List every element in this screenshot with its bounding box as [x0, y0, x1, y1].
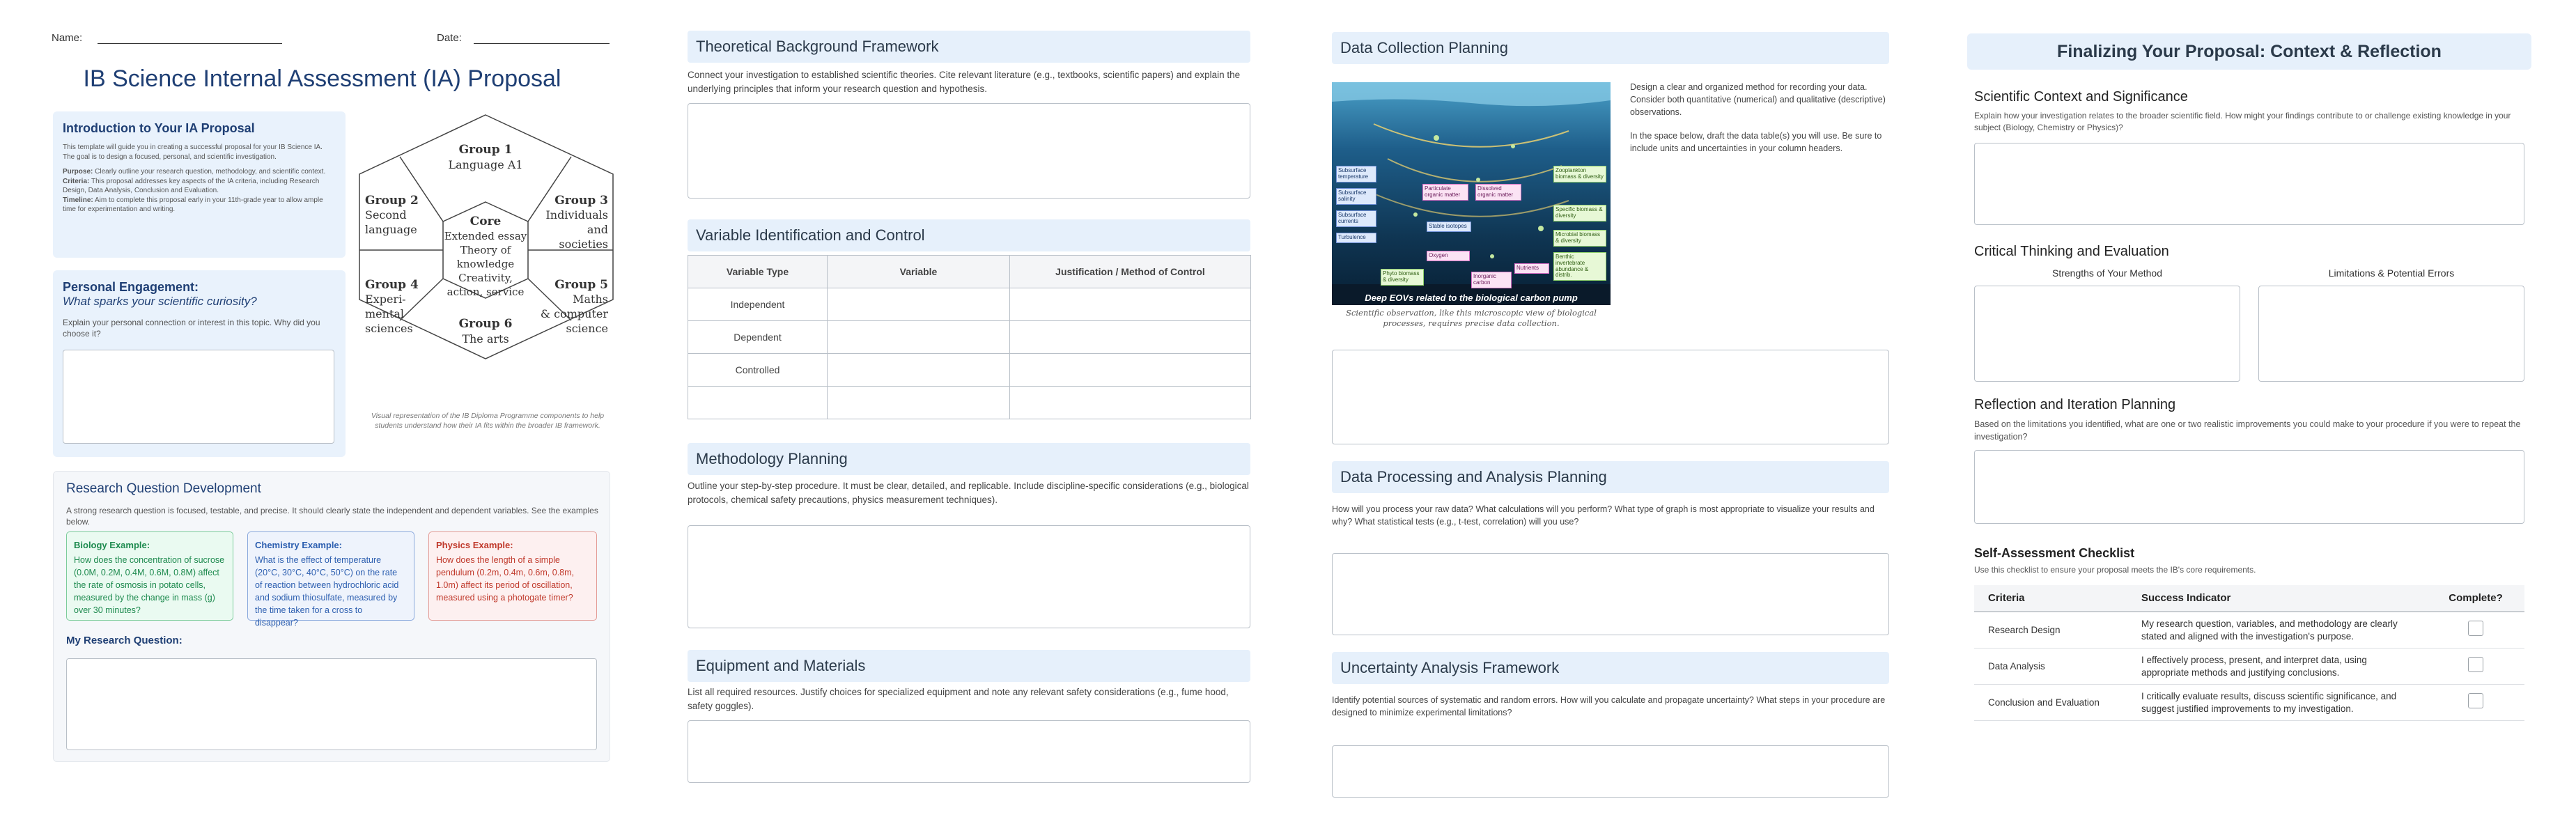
indicator-cell: I effectively process, present, and interpret data, using appropriate methods and justifying conclusions. [2127, 649, 2427, 685]
checklist-instr: Use this checklist to ensure your proposal meets the IB's core requirements. [1974, 565, 2256, 575]
group5-line: & computer [540, 307, 608, 320]
limitations-answer-box[interactable] [2258, 286, 2524, 382]
rq-heading: Research Question Development [66, 481, 261, 496]
page-title: IB Science Internal Assessment (IA) Proposal [83, 65, 561, 92]
strengths-label: Strengths of Your Method [2052, 267, 2162, 279]
table-row [688, 288, 1251, 321]
criteria-label: Criteria: [63, 177, 90, 185]
engagement-subheading: What sparks your scientific curiosity? [63, 295, 257, 308]
illustration-label: Subsurface temperature [1336, 166, 1376, 182]
criteria-cell: Research Design [1974, 612, 2127, 649]
core-line: action, service [447, 286, 525, 298]
my-rq-answer-box[interactable] [66, 658, 597, 750]
illustration-label: Microbial biomass & diversity [1553, 230, 1606, 247]
variable-type-cell: Controlled [688, 354, 828, 387]
table-row [688, 387, 1251, 419]
criteria-cell: Conclusion and Evaluation [1974, 685, 2127, 721]
illustration-label: Zooplankton biomass & diversity [1553, 166, 1606, 182]
biology-example-text: How does the concentration of sucrose (0.0M, 0.2M, 0.4M, 0.6M, 0.8M) affect the rate of osmosis in potato cells, measured by the change in mass (g) over 30 minutes? [74, 554, 225, 616]
illustration-label: Phyto biomass & diversity [1381, 269, 1424, 286]
variable-type-cell[interactable] [688, 387, 828, 419]
checklist-col-header: Criteria [1974, 585, 2127, 612]
variables-col-header: Justification / Method of Control [1010, 256, 1251, 288]
variable-type-cell: Dependent [688, 321, 828, 354]
engagement-card [53, 270, 346, 457]
complete-checkbox[interactable] [2468, 657, 2483, 672]
intro-heading: Introduction to Your IA Proposal [63, 121, 255, 135]
reflection-answer-box[interactable] [1974, 450, 2524, 524]
criteria-text: This proposal addresses key aspects of the IA criteria, including Research Design, Data Analysis, Conclusion and Evaluation. [63, 177, 320, 194]
equipment-answer-box[interactable] [688, 720, 1250, 783]
illustration-label: Inorganic carbon [1471, 272, 1512, 288]
chemistry-example-title: Chemistry Example: [255, 540, 342, 550]
variable-input-cell[interactable] [828, 354, 1010, 387]
timeline-text: Aim to complete this proposal early in your 11th-grade year to allow ample time for experimentation and writing. [63, 196, 323, 213]
date-label: Date: [437, 32, 462, 44]
core-line: Theory of [460, 244, 511, 256]
chemistry-example [247, 531, 414, 628]
data-instr-1: Design a clear and organized method for recording your data. Consider both quantitative (numerical) and qualitative (descriptive) observations. [1630, 82, 1886, 118]
theory-answer-box[interactable] [688, 103, 1250, 199]
illustration-label: Subsurface salinity [1336, 188, 1376, 205]
illustration-label: Subsurface currents [1336, 210, 1376, 227]
date-field[interactable] [474, 43, 610, 44]
equipment-heading: Equipment and Materials [688, 650, 1250, 682]
context-instr: Explain how your investigation relates to the broader scientific field. How might your findings contribute to or challenge existing knowledge in your subject (Biology, Chemistry or Physics)? [1974, 111, 2511, 133]
justification-input-cell[interactable] [1010, 288, 1251, 321]
uncertainty-instr: Identify potential sources of systematic and random errors. How will you calculate and propagate uncertainty? What steps in your procedure are designed to minimize experimental limitations? [1332, 695, 1886, 718]
checklist-table [1974, 585, 2524, 721]
critical-heading: Critical Thinking and Evaluation [1974, 244, 2169, 259]
research-question-card [53, 471, 610, 762]
carbon-pump-illustration [1332, 82, 1611, 305]
methodology-heading: Methodology Planning [688, 443, 1250, 475]
data-table-draft-box[interactable] [1332, 350, 1889, 444]
physics-example-text: How does the length of a simple pendulum (0.2m, 0.4m, 0.6m, 0.8m, 1.0m) affect its period of oscillation, measured using a photogate timer? [436, 554, 575, 603]
chemistry-example-text: What is the effect of temperature (20°C, 30°C, 40°C, 50°C) on the rate of reaction between hydrochloric acid and sodium thiosulfate, measured by the time taken for a cross to disappear? [255, 554, 399, 628]
group5-line: science [566, 322, 608, 335]
intro-body: This template will guide you in creating a successful proposal for your IB Science IA. The goal is to design a focused, personal, and scientific investigation. [63, 143, 323, 161]
table-row [1974, 685, 2524, 721]
equipment-instr: List all required resources. Justify choices for specialized equipment and note any relevant safety considerations (e.g., fume hood, safety goggles). [688, 687, 1229, 711]
group5-title: Group 5 [554, 278, 608, 292]
illustration-label: Nutrients [1514, 263, 1549, 274]
indicator-cell: My research question, variables, and methodology are clearly stated and aligned with the investigation's purpose. [2127, 612, 2427, 649]
ib-hexagon-diagram [355, 111, 620, 390]
my-rq-label: My Research Question: [66, 635, 183, 646]
variable-input-cell[interactable] [828, 387, 1010, 419]
illustration-label: Dissolved organic matter [1475, 184, 1521, 201]
variables-col-header: Variable [828, 256, 1010, 288]
group3-title: Group 3 [554, 194, 608, 208]
group2-title: Group 2 [365, 194, 419, 208]
group4-line: mental [365, 307, 405, 320]
illustration-banner: Deep EOVs related to the biological carbon pump [1332, 291, 1611, 305]
illustration-label: Particulate organic matter [1422, 184, 1468, 201]
engagement-heading: Personal Engagement: [63, 280, 199, 294]
engagement-answer-box[interactable] [63, 350, 334, 444]
name-field[interactable] [98, 43, 282, 44]
group4-title: Group 4 [365, 278, 419, 292]
variable-type-cell: Independent [688, 288, 828, 321]
name-label: Name: [52, 32, 83, 44]
table-row [688, 321, 1251, 354]
methodology-instr: Outline your step-by-step procedure. It must be clear, detailed, and replicable. Include discipline-specific considerations (e.g., biological protocols, chemical safety precautions, physics measurement techniques). [688, 481, 1249, 505]
methodology-answer-box[interactable] [688, 525, 1250, 628]
data-collection-heading: Data Collection Planning [1332, 32, 1889, 64]
image-caption: Scientific observation, like this microscopic view of biological processes, requires precise data collection. [1346, 308, 1597, 328]
complete-checkbox[interactable] [2468, 621, 2483, 636]
core-title: Core [470, 215, 502, 228]
group5-line: Maths [573, 293, 608, 306]
table-row [1974, 612, 2524, 649]
processing-instr: How will you process your raw data? What calculations will you perform? What type of graph is most appropriate to visualize your results and why? What statistical tests (e.g., t-test, correlation) will you use? [1332, 504, 1875, 527]
intro-card [53, 111, 346, 258]
justification-input-cell[interactable] [1010, 321, 1251, 354]
page-2 [644, 0, 1289, 831]
group1-title: Group 1 [458, 143, 513, 157]
processing-heading: Data Processing and Analysis Planning [1332, 461, 1889, 493]
reflection-instr: Based on the limitations you identified, what are one or two realistic improvements you could make to your procedure if you were to repeat the investigation? [1974, 419, 2521, 442]
core-line: Creativity, [458, 272, 513, 284]
group6-subject: The arts [462, 332, 509, 345]
variables-col-header: Variable Type [688, 256, 828, 288]
rq-instr: A strong research question is focused, testable, and precise. It should clearly state the independent and dependent variables. See the examples below. [66, 506, 598, 527]
checklist-col-header: Complete? [2427, 585, 2524, 612]
table-row [1974, 649, 2524, 685]
group4-line: sciences [365, 322, 413, 335]
justification-input-cell[interactable] [1010, 354, 1251, 387]
checklist-heading: Self-Assessment Checklist [1974, 546, 2135, 560]
criteria-cell: Data Analysis [1974, 649, 2127, 685]
complete-checkbox[interactable] [2468, 693, 2483, 708]
illustration-label: Specific biomass & diversity [1553, 205, 1606, 222]
indicator-cell: I critically evaluate results, discuss scientific significance, and suggest justified improvements to my investigation. [2127, 685, 2427, 721]
core-line: Extended essay [444, 230, 527, 242]
page-3 [1289, 0, 1933, 831]
group3-line: and [587, 223, 608, 236]
illustration-label: Turbulence [1336, 233, 1376, 243]
context-answer-box[interactable] [1974, 143, 2524, 225]
illustration-label: Benthic invertebrate abundance & distrib. [1553, 252, 1606, 281]
illustration-label: Oxygen [1427, 251, 1470, 261]
processing-answer-box[interactable] [1332, 553, 1889, 635]
group1-subject: Language A1 [448, 158, 523, 171]
group3-line: societies [559, 238, 608, 251]
purpose-label: Purpose: [63, 168, 93, 176]
hexagon-caption: Visual representation of the IB Diploma Programme components to help students understand how their IA fits within the broader IB framework. [371, 412, 605, 430]
uncertainty-answer-box[interactable] [1332, 745, 1889, 798]
data-instr-2: In the space below, draft the data table(s) you will use. Be sure to include units and uncertainties in your column headers. [1630, 131, 1882, 154]
variables-table [688, 255, 1251, 419]
theory-instr: Connect your investigation to established scientific theories. Cite relevant literature (e.g., textbooks, scientific papers) and explain the underlying principles that inform your research question and hypothesis. [688, 70, 1241, 94]
context-heading: Scientific Context and Significance [1974, 89, 2188, 104]
purpose-text: Clearly outline your research question, methodology, and scientific context. [95, 168, 326, 176]
strengths-answer-box[interactable] [1974, 286, 2240, 382]
variable-input-cell[interactable] [828, 321, 1010, 354]
biology-example [66, 531, 233, 621]
uncertainty-heading: Uncertainty Analysis Framework [1332, 652, 1889, 684]
timeline-label: Timeline: [63, 196, 93, 204]
physics-example [428, 531, 597, 621]
page-1 [0, 0, 644, 831]
justification-input-cell[interactable] [1010, 387, 1251, 419]
core-line: knowledge [456, 258, 515, 270]
page-4-title: Finalizing Your Proposal: Context & Reflection [1967, 33, 2531, 70]
variable-input-cell[interactable] [828, 288, 1010, 321]
page-4 [1933, 0, 2576, 831]
group2-line: language [365, 223, 417, 236]
group6-title: Group 6 [458, 317, 513, 331]
variables-heading: Variable Identification and Control [688, 219, 1250, 251]
biology-example-title: Biology Example: [74, 540, 150, 550]
group3-line: Individuals [545, 208, 608, 222]
physics-example-title: Physics Example: [436, 540, 513, 550]
group4-line: Experi- [365, 293, 406, 306]
group2-line: Second [365, 208, 407, 222]
engagement-instr: Explain your personal connection or interest in this topic. Why did you choose it? [63, 318, 320, 339]
theory-heading: Theoretical Background Framework [688, 31, 1250, 63]
reflection-heading: Reflection and Iteration Planning [1974, 397, 2176, 412]
checklist-col-header: Success Indicator [2127, 585, 2427, 612]
table-row [688, 354, 1251, 387]
limitations-label: Limitations & Potential Errors [2328, 267, 2455, 279]
illustration-label: Stable isotopes [1427, 222, 1471, 232]
